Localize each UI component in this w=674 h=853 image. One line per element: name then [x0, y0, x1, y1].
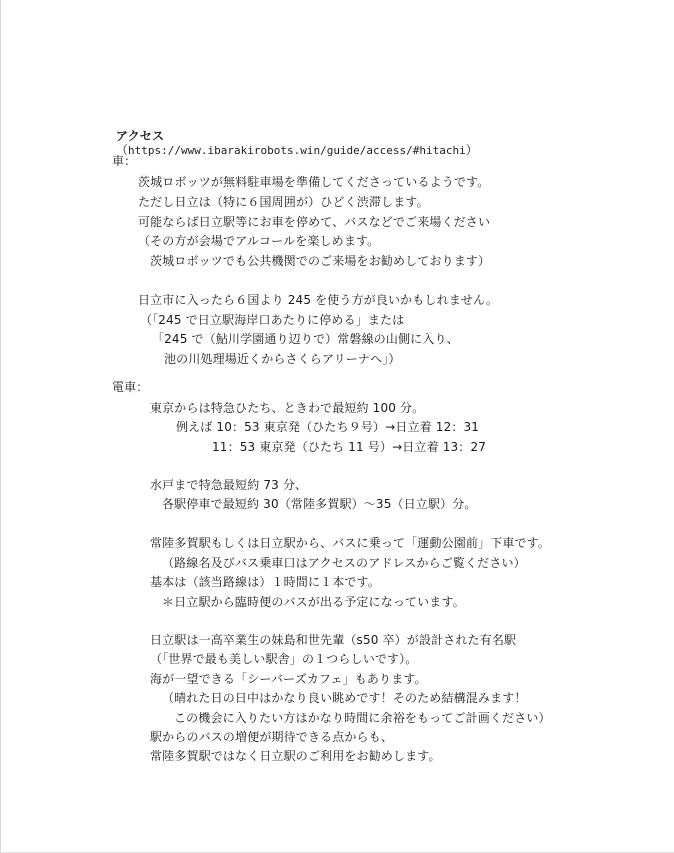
url-open-paren: （: [115, 143, 129, 157]
train-line-14: この機会に入りたい方はかなり時間に余裕をもってご計画ください）: [174, 711, 551, 725]
train-line-4: 水戸まで特急最短約 73 分、: [150, 478, 308, 492]
car-heading: 車：: [112, 154, 137, 168]
train-line-2: 例えば 10：53 東京発（ひたち９号）→日立着 12：31: [176, 420, 480, 434]
car-line-7: （「245 で日立駅海岸口あたりに停める」または: [140, 313, 405, 327]
car-line-9: 池の川処理場近くからさくらアリーナへ」）: [164, 352, 401, 366]
train-line-11: （「世界で最も美しい駅舎」の１つらしいです）。: [150, 652, 418, 666]
access-heading-line: [100, 115, 478, 172]
car-line-4: （その方が会場でアルコールを楽しめます。: [138, 234, 380, 248]
url-close-paren: ）: [465, 143, 478, 157]
car-line-1: 茨城ロボッツが無料駐車場を準備してくださっているようです。: [138, 175, 490, 189]
train-line-3: 11：53 東京発（ひたち 11 号）→日立着 13：27: [212, 440, 487, 454]
car-line-5: 茨城ロボッツでも公共機関でのご来場をお勧めしております）: [150, 254, 491, 268]
car-line-2: ただし日立は（特に６国周囲が）ひどく渋滞します。: [138, 195, 429, 209]
train-line-9: ＊日立駅から臨時便のバスが出る予定になっています。: [162, 595, 465, 609]
train-line-5: 各駅停車で最短約 30（常陸多賀駅）～35（日立駅）分。: [162, 497, 477, 511]
train-line-16: 常陸多賀駅ではなく日立駅のご利用をお勧めします。: [150, 749, 441, 763]
train-heading: 電車：: [112, 380, 149, 394]
train-line-10: 日立駅は一高卒業生の妹島和世先輩（s50 卒）が設計された有名駅: [150, 633, 517, 647]
train-line-15: 駅からのバスの増便が期待できる点からも、: [150, 730, 394, 744]
train-line-8: 基本は（該当路線は）１時間に１本です。: [150, 575, 380, 589]
train-line-1: 東京からは特急ひたち、ときわで最短約 100 分。: [150, 401, 425, 415]
train-line-12: 海が一望できる「シーバーズカフェ」もあります。: [150, 672, 427, 686]
train-line-7: （路線名及びバス乗車口はアクセスのアドレスからご覧ください）: [162, 556, 526, 570]
train-line-6: 常陸多賀駅もしくは日立駅から、バスに乗って「運動公園前」下車です。: [150, 536, 550, 550]
access-url-link[interactable]: https://www.ibarakirobots.win/guide/access/#hitachi: [128, 144, 466, 157]
car-line-3: 可能ならば日立駅等にお車を停めて、バスなどでご来場ください: [138, 215, 491, 229]
page-left-edge: [0, 0, 1, 853]
train-line-13: （晴れた日の日中はかなり良い眺めです！そのため結構混みます！: [162, 691, 527, 705]
car-line-8: 「245 で（鮎川学園通り辺りで）常磐線の山側に入り、: [152, 332, 459, 346]
car-line-6: 日立市に入ったら６国より 245 を使う方が良いかもしれません。: [138, 293, 499, 307]
access-title: アクセス: [115, 129, 165, 143]
